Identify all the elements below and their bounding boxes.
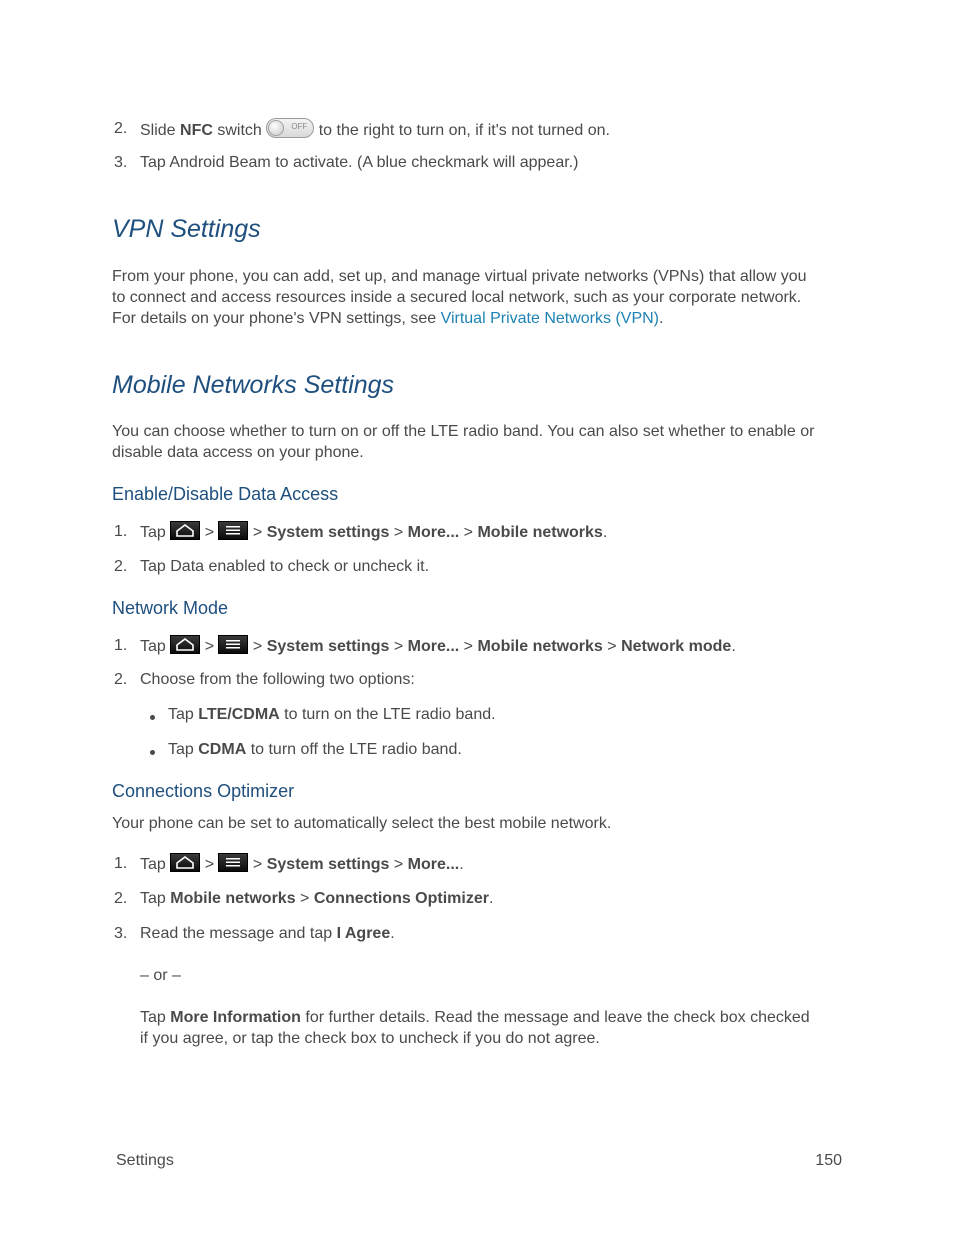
or-separator: – or – bbox=[140, 967, 181, 984]
step-number: 3. bbox=[114, 154, 128, 171]
text: . bbox=[659, 310, 664, 327]
bold-text: LTE/CDMA bbox=[198, 706, 280, 723]
bold-text: System settings bbox=[266, 856, 390, 873]
text: . bbox=[488, 890, 494, 907]
text: > bbox=[389, 856, 408, 873]
text: > bbox=[200, 856, 219, 873]
home-icon bbox=[170, 853, 200, 872]
step-connections-optimizer bbox=[140, 888, 493, 909]
option-cdma bbox=[168, 739, 462, 760]
bold-text: CDMA bbox=[198, 741, 247, 758]
text: > bbox=[248, 638, 267, 655]
bold-text: System settings bbox=[266, 524, 390, 541]
bold-text: Network mode bbox=[621, 638, 732, 655]
text: > bbox=[389, 524, 408, 541]
text: > bbox=[200, 524, 219, 541]
mobile-paragraph bbox=[112, 421, 842, 463]
step-network-mode-path bbox=[140, 635, 736, 657]
bold-text: Mobile networks bbox=[477, 638, 603, 655]
step-number: 2. bbox=[114, 120, 128, 137]
step-number: 1. bbox=[114, 855, 128, 872]
bold-text: More... bbox=[407, 856, 460, 873]
text: > bbox=[200, 638, 219, 655]
text: . bbox=[602, 524, 608, 541]
bold-text: Connections Optimizer bbox=[313, 890, 489, 907]
step-optimizer-path bbox=[140, 853, 464, 875]
text: Tap bbox=[140, 856, 171, 873]
step-slide-nfc bbox=[140, 118, 610, 141]
bold-text: Mobile networks bbox=[170, 890, 296, 907]
text: . bbox=[390, 925, 395, 942]
text: > bbox=[602, 638, 622, 655]
text: For details on your phone's VPN settings, see bbox=[112, 310, 441, 327]
text: > bbox=[389, 638, 408, 655]
footer-page-number: 150 bbox=[815, 1152, 842, 1169]
text: . bbox=[731, 638, 736, 655]
home-icon bbox=[170, 635, 200, 654]
toggle-knob bbox=[268, 120, 284, 136]
subheading-data-access: Enable/Disable Data Access bbox=[112, 484, 339, 504]
paragraph-line: if you agree, or tap the check box to uncheck if you do not agree. bbox=[140, 1030, 600, 1047]
text: > bbox=[248, 524, 267, 541]
paragraph-line: You can choose whether to turn on or off the LTE radio band. You can also set whether to enable or bbox=[112, 423, 815, 440]
vpn-paragraph bbox=[112, 266, 842, 329]
text: > bbox=[459, 638, 478, 655]
step-number: 2. bbox=[114, 671, 128, 688]
step-text: to the right to turn on, if it's not turned on. bbox=[314, 122, 610, 139]
text: > bbox=[295, 890, 314, 907]
text: Read the message and tap bbox=[140, 925, 337, 942]
bold-text: System settings bbox=[266, 638, 390, 655]
bold-text: Mobile networks bbox=[477, 524, 603, 541]
bullet-icon bbox=[150, 750, 155, 755]
optimizer-intro: Your phone can be set to automatically select the best mobile network. bbox=[112, 815, 612, 832]
more-information-paragraph bbox=[140, 1007, 842, 1049]
bullet-icon bbox=[150, 715, 155, 720]
step-data-access-path bbox=[140, 521, 607, 543]
text: Tap bbox=[140, 638, 171, 655]
subheading-connections-optimizer: Connections Optimizer bbox=[112, 781, 295, 801]
text: . bbox=[459, 856, 464, 873]
paragraph-line bbox=[112, 308, 842, 329]
home-icon bbox=[170, 521, 200, 540]
paragraph-line: disable data access on your phone. bbox=[112, 444, 364, 461]
step-android-beam: Tap Android Beam to activate. (A blue checkmark will appear.) bbox=[140, 154, 579, 171]
option-lte-cdma bbox=[168, 704, 496, 725]
paragraph-line: From your phone, you can add, set up, and manage virtual private networks (VPNs) that allow you bbox=[112, 268, 807, 285]
vpn-link[interactable]: Virtual Private Networks (VPN) bbox=[440, 310, 659, 327]
paragraph-line bbox=[140, 1007, 842, 1028]
step-number: 2. bbox=[114, 890, 128, 907]
text: Tap bbox=[140, 890, 171, 907]
step-data-enabled: Tap Data enabled to check or uncheck it. bbox=[140, 558, 430, 575]
text: > bbox=[459, 524, 478, 541]
menu-icon bbox=[218, 635, 248, 654]
text: > bbox=[248, 856, 267, 873]
bold-text: More... bbox=[407, 638, 460, 655]
step-number: 3. bbox=[114, 925, 128, 942]
footer-section-name: Settings bbox=[116, 1152, 174, 1169]
text: Tap bbox=[168, 741, 199, 758]
text: to turn on the LTE radio band. bbox=[279, 706, 496, 723]
step-i-agree bbox=[140, 923, 395, 944]
text: Tap bbox=[140, 524, 171, 541]
text: for further details. Read the message and leave the check box checked bbox=[300, 1009, 810, 1026]
menu-icon bbox=[218, 521, 248, 540]
text: Tap bbox=[140, 1009, 171, 1026]
nfc-toggle-switch-icon bbox=[266, 118, 314, 138]
step-number: 2. bbox=[114, 558, 128, 575]
text: to turn off the LTE radio band. bbox=[246, 741, 462, 758]
subheading-network-mode: Network Mode bbox=[112, 598, 229, 618]
text: Tap bbox=[168, 706, 199, 723]
step-text: Slide bbox=[140, 122, 181, 139]
bold-text: More... bbox=[407, 524, 460, 541]
section-heading-vpn: VPN Settings bbox=[112, 215, 261, 243]
bold-text: More Information bbox=[170, 1009, 301, 1026]
step-text: switch bbox=[212, 122, 267, 139]
paragraph-line: to connect and access resources inside a secured local network, such as your corporate network. bbox=[112, 289, 802, 306]
toggle-off-label: OFF bbox=[291, 122, 308, 131]
menu-icon bbox=[218, 853, 248, 872]
step-bold: NFC bbox=[180, 122, 213, 139]
bold-text: I Agree bbox=[336, 925, 391, 942]
step-number: 1. bbox=[114, 637, 128, 654]
section-heading-mobile-networks: Mobile Networks Settings bbox=[112, 371, 395, 399]
step-number: 1. bbox=[114, 523, 128, 540]
step-choose-options: Choose from the following two options: bbox=[140, 671, 415, 688]
